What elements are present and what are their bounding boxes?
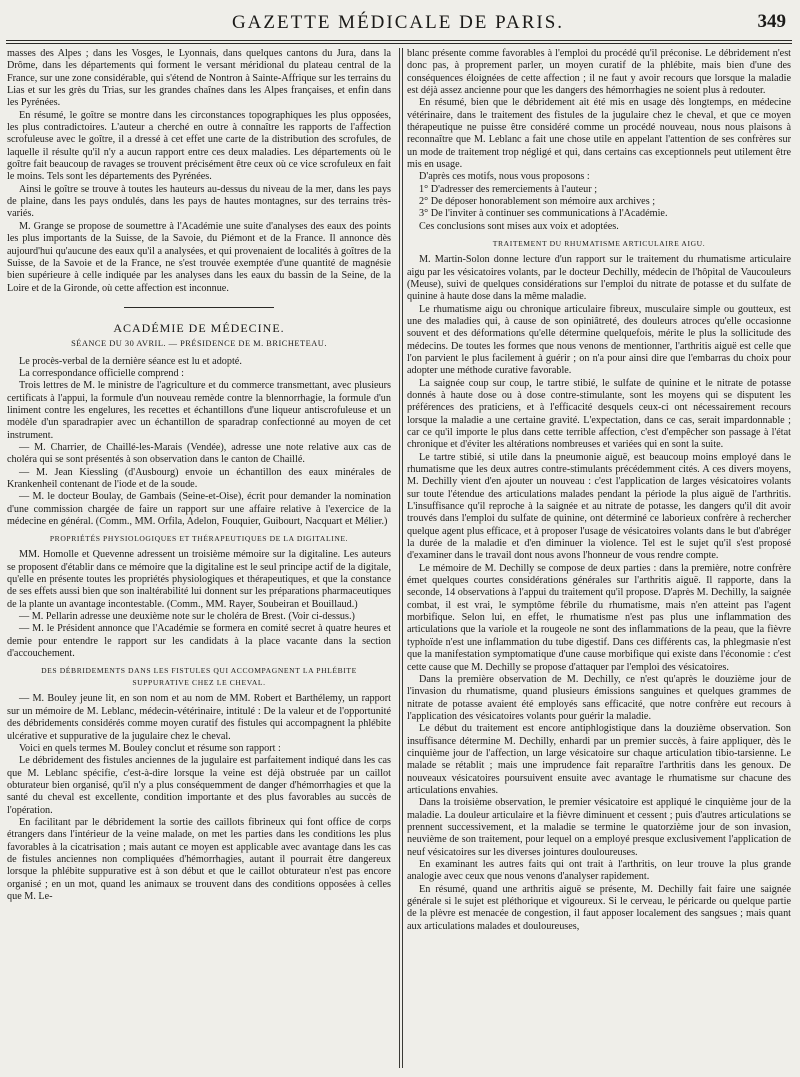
subsection-title-line: DES DÉBRIDEMENTS DANS LES FISTULES QUI ACCOMPAGNENT LA PHLÉBITE [41, 666, 357, 676]
subsection-title-rhumatisme: TRAITEMENT DU RHUMATISME ARTICULAIRE AIGU. [492, 239, 706, 249]
paragraph: Le rhumatisme aigu ou chronique articulaire fibreux, musculaire simple ou goutteux, est une des maladies qui, à cause de son opiniâtreté, des douleurs atroces qu'elle occasionne souvent et des déformations qu'elle détermine quelquefois, mérite le plus la sollicitude des médecins. De toutes les formes que nous venons de mentionner, l'arthritis aiguë est celle que l'on parvient le plus facilement à guérir ; on n'a pour ainsi dire que l'embarras du choix pour adopter une méthode curative favorable. [407, 303, 791, 377]
list-item: 3° De l'inviter à continuer ses communications à l'Académie. [419, 208, 668, 220]
publication-title: GAZETTE MÉDICALE DE PARIS. [231, 12, 565, 33]
paragraph: M. Grange se propose de soumettre à l'Académie une suite d'analyses des eaux des points les plus importants de la Suisse, de la Savoie, du Piémont et de la France. Il annonce dès aujourd'hui qu'aucune des eaux qu'il a analysées, et qui provenaient de localités à goîtres de la Suisse, de la Savoie et de la France, ne s'est trouvée exemptée d'une quantité de magnésie bien supérieure à celle indiquée par les analyses dans les eaux du bassin de la Seine, de la Loire et de la Gironde, où cette affection est inconnue. [7, 220, 391, 294]
header-rule-double [6, 43, 792, 44]
paragraph: Le débridement des fistules anciennes de la jugulaire est parfaitement indiqué dans les cas que M. Leblanc spécifie, c'est-à-dire lorsque la veine est déjà obstruée par un caillot obturateur bien organisé, qu'il n'y a plus conséquemment de danger d'hémorrhagies et que la santé du cheval est excellente, condition importante et des plus favorables au succès de l'opération. [7, 755, 391, 816]
seance-line: SÉANCE DU 30 AVRIL. — PRÉSIDENCE DE M. BRICHETEAU. [71, 339, 327, 349]
paragraph: — M. Pellarin adresse une deuxième note sur le choléra de Brest. (Voir ci-dessus.) [19, 611, 355, 623]
paragraph: En résumé, le goître se montre dans les circonstances topographiques les plus opposées, les plus contradictoires. L'auteur a cherché en outre à connaître les rapports de l'affection scrofuleuse avec le goître, il a dressé à cet effet une carte de la distribution des scrofules, de laquelle il résulte qu'il n'y a aucun rapport entre ces deux maladies. Les départements où le goître fait beaucoup de ravages se trouvent précisément être ceux où ce vice scrofuleux en fait le moins. Tels sont les départements des Pyrénées. [7, 109, 391, 183]
right-column [407, 48, 791, 1072]
paragraph: — M. Bouley jeune lit, en son nom et au nom de MM. Robert et Barthélemy, un rapport sur un mémoire de M. Leblanc, médecin-vétérinaire, intitulé : De la valeur et de l'opportunité des débridements considérés comme moyen curatif des fistules qui accompagnent la phlébite ulcérative et suppurative de la jugulaire chez le cheval. [7, 693, 391, 742]
paragraph: — M. Charrier, de Chaillé-les-Marais (Vendée), adresse une note relative aux cas de choléra qui se sont présentés à son observation dans le canton de Chaillé. [7, 441, 391, 466]
paragraph: MM. Homolle et Quevenne adressent un troisième mémoire sur la digitaline. Les auteurs se proposent d'établir dans ce mémoire que la digitaline est le seul principe actif de la digitale, qu'elle en présente toutes les propriétés physiologiques et thérapeutiques, et que la constance de ses effets aussi bien que son inaltérabilité lui donnent sur les préparations pharmaceutiques de la plante un avantage incontestable. (Comm., MM. Rayer, Soubeiran et Bouillaud.) [7, 549, 391, 610]
section-separator [124, 307, 274, 308]
list-item: 1° D'adresser des remerciements à l'auteur ; [419, 183, 598, 195]
paragraph: Ainsi le goître se trouve à toutes les hauteurs au-dessus du niveau de la mer, dans les pays de plaine, dans les pays ondulés, dans les pays de hautes montagnes, sur des terrains très-variés. [7, 183, 391, 220]
paragraph: — M. Jean Kiessling (d'Ausbourg) envoie un échantillon des eaux minérales de Krankenheil contenant de l'iode et de la soude. [7, 466, 391, 490]
page-number: 349 [757, 11, 786, 32]
paragraph: — M. le docteur Boulay, de Gambais (Seine-et-Oise), écrit pour demander la nomination d'une commission chargée de faire un rapport sur une affaire relative à l'exercice de la médecine en général. (Comm., MM. Orfila, Adelon, Fouquier, Guibourt, Nacquart et Mélier.) [7, 491, 391, 528]
paragraph: — M. le Président annonce que l'Académie se formera en comité secret à quatre heures et demie pour entendre le rapport sur les candidats à la place vacante dans la section d'accouchement. [7, 623, 391, 660]
paragraph: Dans la troisième observation, le premier vésicatoire est appliqué le cinquième jour de la maladie. La douleur articulaire et la fièvre diminuent et cessent ; puis d'autres articulations se prennent successivement, et la maladie se termine le quatorzième jour de son invasion, neuvième de son traitement, pour lequel on a employé presque exclusivement l'application de neuf vésicatoires sur les diverses jointures douloureuses. [407, 797, 791, 858]
paragraph: masses des Alpes ; dans les Vosges, le Lyonnais, dans quelques cantons du Jura, dans la Drôme, dans les départements qui forment le versant méridional du plateau central de la France, sur une zone considérable, qui s'étend de Nontron à Sainte-Affrique sur les terrains du Lias et sur les grès du Trias, sur les grandes chaînes dans les Alpes françaises, et enfin dans les Pyrénées. [7, 48, 391, 109]
header-rule [6, 40, 792, 41]
column-divider [399, 48, 400, 1068]
subsection-title-debridements [7, 665, 391, 689]
paragraph: M. Martin-Solon donne lecture d'un rapport sur le traitement du rhumatisme articulaire aigu par les vésicatoires volants, par le docteur Dechilly, médecin de l'hôpital de Vaucouleurs (Meuse), suivi de quelques considérations sur l'emploi du nitrate de potasse et du sulfate de quinine à haute dose dans la même maladie. [407, 254, 791, 303]
paragraph: En facilitant par le débridement la sortie des caillots fibrineux qui font office de corps étrangers dans l'intérieur de la veine malade, on met les parties dans les conditions les plus favorables à la cicatrisation ; mais autant ce moyen est applicable avec avantage dans les cas de fistules anciennes non compliquées d'hémorrhagies, autant il pourrait être dangereux lorsque la phlébite suppurative est à son début et que le caillot obturateur n'est pas encore organisé ; en un mot, quand les animaux se trouvent dans des conditions opposées à celles que M. Le- [7, 816, 391, 902]
subsection-title-digitaline: PROPRIÉTÉS PHYSIOLOGIQUES ET THÉRAPEUTIQUES DE LA DIGITALINE. [49, 534, 349, 544]
paragraph: D'après ces motifs, nous vous proposons : [419, 171, 590, 183]
list-item: 2° De déposer honorablement son mémoire aux archives ; [419, 196, 656, 208]
paragraph: Voici en quels termes M. Bouley conclut et résume son rapport : [19, 742, 281, 754]
paragraph: Le début du traitement est encore antiphlogistique dans la douzième observation. Son insuffisance détermine M. Dechilly, enhardi par un premier succès, à faire appliquer, dès le cinquième jour de l'affection, un large vésicatoire sur chaque articulation tibio-tarsienne. Le malade se rétablit ; mais une imprudence fait reparaître l'arthritis dans les genoux. De nouveaux vésicatoires poursuivent ensuite avec avantage le rhumatisme sur chacune des articulations envahies. [407, 723, 791, 796]
paragraph: blanc présente comme favorables à l'emploi du procédé qu'il préconise. Le débridement n'est donc pas, à proprement parler, un moyen curatif de la phlébite, mais bien d'une des conséquences éloignées de cette affection ; il ne faut y avoir recours que lorsque la maladie est déjà assez ancienne pour que les dangers des hémorrhagies ne soient plus à redouter. [407, 48, 791, 97]
page-header [6, 12, 790, 36]
paragraph: Dans la première observation de M. Dechilly, ce n'est qu'après le douzième jour de l'invasion du rhumatisme, quand plusieurs émissions sanguines et quelques grammes de nitrate de potasse avaient été employés sans efficacité, que notre confrère eut recours à l'application des vésicatoires volants pour guérir la maladie. [407, 673, 791, 722]
section-title-academie: ACADÉMIE DE MÉDECINE. [113, 320, 285, 335]
paragraph: Trois lettres de M. le ministre de l'agriculture et du commerce transmettant, avec plusieurs certificats à l'appui, la formule d'un nouveau remède contre la blennorrhagie, la formule d'un liniment contre les engelures, les recettes et échantillons d'une liqueur antiscrofuleuse et un modèle d'un sparadrapier avec un échantillon de sparadrap confectionné au moyen de cet instrument. [7, 380, 391, 441]
column-divider-double [402, 48, 403, 1068]
paragraph: Le tartre stibié, si utile dans la pneumonie aiguë, est beaucoup moins employé dans le rhumatisme que les deux autres contre-stimulants précédemment cités. A ces divers moyens, M. Dechilly vient d'en ajouter un nouveau : c'est l'application de larges vésicatoires volants sur toute l'étendue des articulations malades pendant la période la plus aiguë de l'arthritis. L'insuffisance qu'il reproche à la saignée et au nitrate de potasse, les dangers qu'il dit avoir trouvés dans l'emploi du sulfate de quinine, ont déterminé ce laborieux confrère à rechercher quelque agent plus efficace, et à proposer l'usage de vésicatoires volants dans le but d'abréger la durée de la maladie et d'en diminuer la violence. Tel est le sujet qu'il s'est proposé d'examiner dans le travail dont nous avons l'honneur de vous rendre compte. [407, 451, 791, 562]
paragraph: En résumé, quand une arthritis aiguë se présente, M. Dechilly fait faire une saignée générale si le sujet est pléthorique et vigoureux. Si le cerveau, le péricarde ou quelque partie de la plèvre est menacée de congestion, il faut apposer localement des sangsues ; mais quant aux articulations malades et douloureuses, [407, 883, 791, 932]
subsection-title-line: SUPPURATIVE CHEZ LE CHEVAL. [132, 678, 266, 688]
left-column [7, 48, 391, 1072]
paragraph: En examinant les autres faits qui ont trait à l'arthritis, on leur trouve la plus grande analogie avec ceux que nous venons d'analyser rapidement. [407, 859, 791, 883]
paragraph: Ces conclusions sont mises aux voix et adoptées. [419, 220, 619, 232]
paragraph: La correspondance officielle comprend : [19, 367, 184, 379]
paragraph: En résumé, bien que le débridement ait été mis en usage dès longtemps, en médecine vétérinaire, dans le traitement des fistules de la jugulaire chez le cheval, et que ce moyen thérapeutique ne puisse être considéré comme un procédé nouveau, nous nous plaisons à reconnaître que M. Leblanc a fait une chose utile en appelant l'attention de ses confrères sur un mode de traitement trop négligé et qui, dans certains cas exceptionnels peut utilement être mis en usage. [407, 97, 791, 171]
paragraph: La saignée coup sur coup, le tartre stibié, le sulfate de quinine et le nitrate de potasse donnés à haute dose ou à dose contre-stimulante, sont les moyens qui se disputent les préférences des praticiens, et à l'efficacité desquels ceux-ci ont nécessairement recours lorsque la maladie a une certaine gravité. L'expectation, dans ce cas, serait impardonnable ; car ce qu'il importe le plus dans cette terrible affection, c'est d'empêcher son passage à l'état chronique et d'éviter les altérations nombreuses et variées qui en sont la suite. [407, 377, 791, 451]
paragraph: Le procès-verbal de la dernière séance est lu et adopté. [19, 355, 242, 367]
paragraph: Le mémoire de M. Dechilly se compose de deux parties : dans la première, notre confrère émet quelques courtes considérations générales sur l'arthritis aiguë. Il rapporte, dans la seconde, 14 observations à l'appui du traitement qu'il propose. D'après M. Dechilly, la saignée combat, il est vrai, le symptôme fébrile du rhumatisme, mais n'en atteint pas l'agent morbifique. Selon lui, en effet, le rhumatisme n'est pas plus une inflammation des articulations que la variole et la rougeole ne sont des inflammations de la peau, que la fièvre typhoïde n'est une inflammation du tube digestif. Dans ces différents cas, la phlegmasie n'est que la manifestation symptomatique d'une cause morbifique qui existe dans l'économie : c'est cette cause que M. Dechilly se propose d'attaquer par l'emploi des vésicatoires. [407, 562, 791, 673]
